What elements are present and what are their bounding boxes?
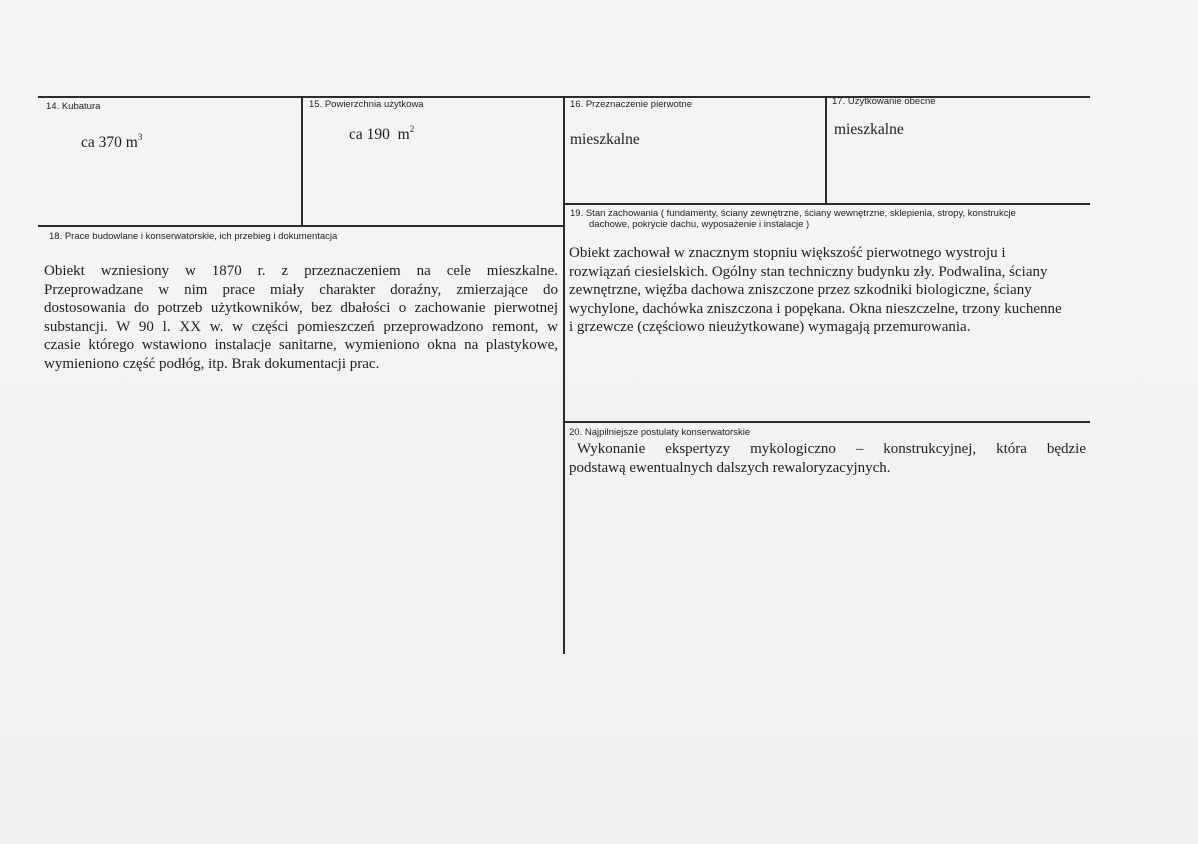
field-18-line: dostosowania do potrzeb użytkowników, bez dbałości o zachowanie pierwotnej: [44, 300, 558, 316]
rule-above-20: [564, 421, 1090, 423]
rule-above-19: [564, 203, 1090, 205]
field-18-line: Przeprowadzane w nim prace miały charakter doraźny, zmierzające do: [44, 281, 558, 298]
field-16-label: 16. Przeznaczenie pierwotne: [570, 99, 692, 110]
divider-main-vertical: [563, 97, 565, 654]
field-17-value: mieszkalne: [834, 121, 904, 138]
field-20-text: [569, 440, 1086, 477]
field-19-line: rozwiązań ciesielskich. Ogólny stan techniczny budynku zły. Podwalina, ściany: [569, 263, 1048, 280]
field-19-line: Obiekt zachował w znacznym stopniu większość pierwotnego wystroju i: [569, 245, 1006, 261]
field-19-line: zewnętrzne, więźba dachowa zniszczone przez szkodniki biologiczne, ściany: [569, 282, 1032, 298]
field-20-line: podstawą ewentualnych dalszych rewaloryzacyjnych.: [569, 459, 891, 476]
field-18-text: [44, 262, 558, 373]
field-20-label: 20. Najpilniejsze postulaty konserwatorskie: [569, 427, 751, 438]
field-18-label: 18. Prace budowlane i konserwatorskie, ich przebieg i dokumentacja: [49, 231, 338, 242]
field-15-value: [349, 126, 414, 144]
field-15-value-exponent: 2: [409, 124, 415, 134]
field-19-line: i grzewcze (częściowo nieużytkowane) wymagają przemurowania.: [569, 319, 971, 335]
field-14-value-exponent: 3: [137, 132, 143, 142]
field-14-label: 14. Kubatura: [46, 101, 101, 112]
field-17-label: 17. Użytkowanie obecne: [832, 96, 936, 107]
field-16-value: mieszkalne: [570, 131, 640, 148]
field-19-text: [569, 244, 1081, 337]
field-15-label: 15. Powierzchnia użytkowa: [309, 99, 424, 110]
divider-14-15: [301, 97, 303, 225]
field-14-value-text: ca 370 m: [81, 134, 138, 151]
rule-above-18: [38, 225, 564, 227]
field-19-label-line2: dachowe, pokrycie dachu, wyposażenie i instalacje ): [589, 219, 810, 230]
field-14-value: [81, 134, 142, 152]
field-20-line: Wykonanie ekspertyzy mykologiczno – konstrukcyjnej, która będzie: [577, 441, 1086, 457]
field-18-line: Obiekt wzniesiony w 1870 r. z przeznaczeniem na cele mieszkalne.: [44, 263, 558, 279]
field-18-line: substancji. W 90 l. XX w. w części pomieszczeń przeprowadzono remont, w: [44, 318, 558, 335]
field-19-line: wychylone, dachówka zniszczona i popękana. Okna nieszczelne, trzony kuchenne: [569, 300, 1062, 317]
field-19-label-line1: 19. Stan zachowania ( fundamenty, ściany zewnętrzne, ściany wewnętrzne, sklepienia, stropy, konstrukcje: [570, 208, 1016, 219]
field-15-value-text: ca 190 m: [349, 126, 410, 143]
field-18-line: wymieniono część podłóg, itp. Brak dokumentacji prac.: [44, 355, 380, 372]
field-18-line: czasie którego wstawiono instalacje sanitarne, wymieniono okna na plastykowe,: [44, 337, 558, 353]
divider-16-17: [825, 97, 827, 204]
